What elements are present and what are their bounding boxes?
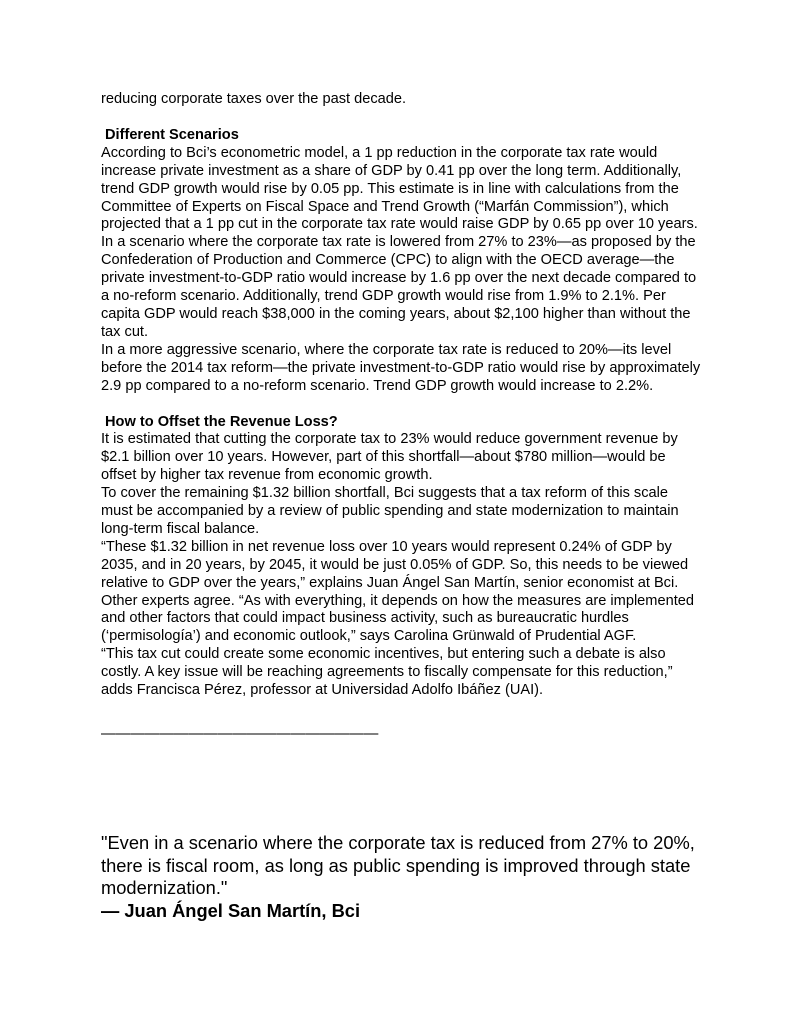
section-heading-revenue: How to Offset the Revenue Loss? (105, 413, 338, 430)
pull-quote (101, 832, 711, 922)
revenue-paragraph-2: To cover the remaining $1.32 billion shortfall, Bci suggests that a tax reform of this scale must be accompanied by a review of public spending and state modernization to maintain long-term fiscal balance. (101, 485, 679, 537)
pull-quote-author: — Juan Ángel San Martín, Bci (101, 899, 361, 921)
revenue-paragraph-3: “These $1.32 billion in net revenue loss over 10 years would represent 0.24% of GDP by 2035, and in 20 years, by 2045, it would be just 0.05% of GDP. So, this needs to be viewed relative to GDP over the years,” explains Juan Ángel San Martín, senior economist at Bci. (101, 538, 689, 591)
spacer (101, 396, 701, 414)
spacer (101, 109, 701, 127)
revenue-paragraph-1: It is estimated that cutting the corporate tax to 23% would reduce government revenue by $2.1 billion over 10 years. However, part of this shortfall—about $780 million—would be offset by higher tax revenue from economic growth. (101, 431, 678, 484)
section-heading-scenarios: Different Scenarios (105, 126, 239, 143)
intro-paragraph: reducing corporate taxes over the past decade. (101, 91, 407, 107)
scenarios-paragraph-2: In a scenario where the corporate tax rate is lowered from 27% to 23%—as proposed by the Confederation of Production and Commerce (CPC) to align with the OECD average—the private investment-to-GDP ratio would increase by 1.6 pp over the next decade compared to a no-reform scenario. Additionally, trend GDP growth would rise from 1.9% to 2.1%. Per capita GDP would reach $38,000 in the coming years, about $2,100 higher than without the tax cut. (101, 234, 697, 340)
section-divider: ——————————————————— (101, 726, 379, 742)
scenarios-paragraph-1: According to Bci’s econometric model, a 1 pp reduction in the corporate tax rate would increase private investment as a share of GDP by 0.41 pp over the long term. Additionally, trend GDP growth would rise by 0.05 pp. This estimate is in line with calculations from the Committee of Experts on Fiscal Space and Trend Growth (“Marfán Commission”), which projected that a 1 pp cut in the corporate tax rate would raise GDP by 0.65 pp over 10 years. (101, 144, 698, 233)
scenarios-paragraph-3: In a more aggressive scenario, where the corporate tax rate is reduced to 20%—its level before the 2014 tax reform—the private investment-to-GDP ratio would rise by approximately 2.9 pp compared to a no-reform scenario. Trend GDP growth would increase to 2.2%. (101, 341, 701, 394)
pull-quote-text: "Even in a scenario where the corporate tax is reduced from 27% to 20%, there is fiscal room, as long as public spending is improved through state modernization." (101, 832, 695, 899)
article-body (101, 91, 701, 744)
revenue-paragraph-5: “This tax cut could create some economic incentives, but entering such a debate is also costly. A key issue will be reaching agreements to fiscally compensate for this reduction,” adds Francisca Pérez, professor at Universidad Adolfo Ibáñez (UAI). (101, 646, 673, 699)
revenue-paragraph-4: Other experts agree. “As with everything, it depends on how the measures are implemented and other factors that could impact business activity, such as bureaucratic hurdles (‘permisología’) and economic outlook,” says Carolina Grünwald of Prudential AGF. (101, 592, 694, 645)
